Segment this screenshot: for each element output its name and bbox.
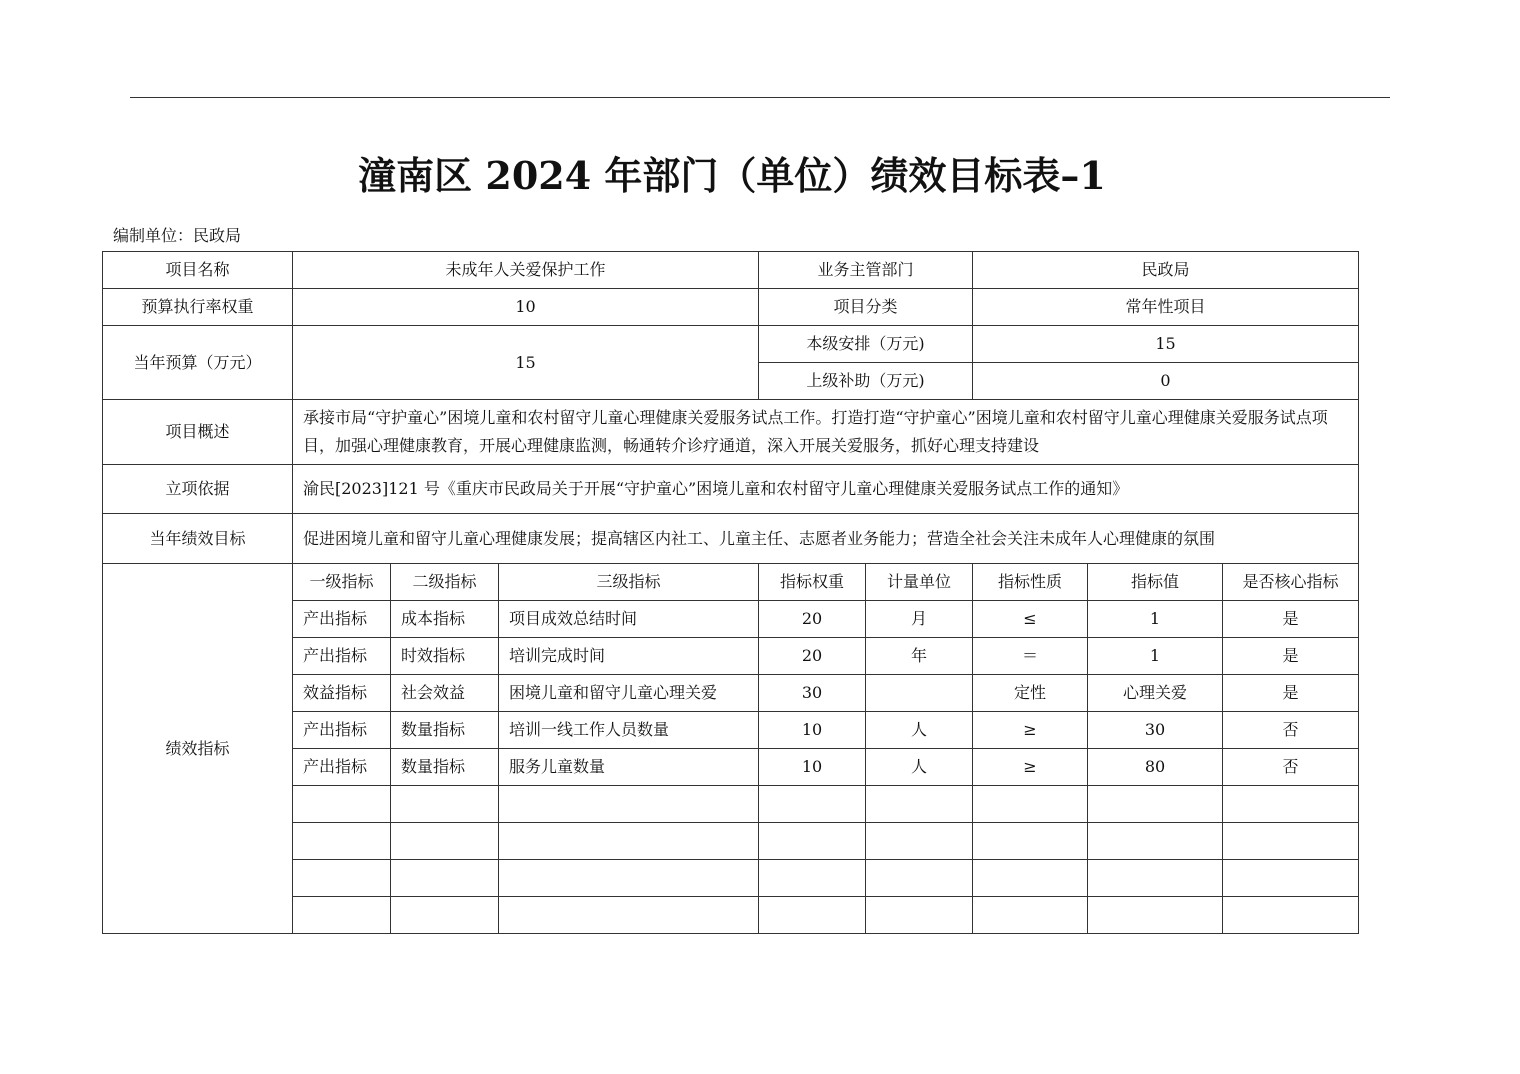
category-value: 常年性项目 — [973, 289, 1359, 326]
indicator-cell-core — [1223, 860, 1359, 897]
indicator-cell-level1: 效益指标 — [293, 675, 391, 712]
indicator-cell-unit — [866, 786, 973, 823]
indicator-cell-nature: ≤ — [973, 601, 1088, 638]
indicator-cell-level1: 产出指标 — [293, 638, 391, 675]
header-unit: 计量单位 — [866, 564, 973, 601]
indicator-cell-value: 1 — [1088, 601, 1223, 638]
indicator-cell-level2: 数量指标 — [391, 749, 499, 786]
indicator-cell-value: 心理关爱 — [1088, 675, 1223, 712]
indicator-cell-nature — [973, 823, 1088, 860]
budget-label: 当年预算（万元） — [103, 326, 293, 400]
indicator-cell-level1 — [293, 823, 391, 860]
indicator-cell-unit: 年 — [866, 638, 973, 675]
indicator-cell-value: 30 — [1088, 712, 1223, 749]
row-weight — [103, 289, 1359, 326]
row-goal — [103, 514, 1359, 564]
indicator-cell-weight: 20 — [759, 601, 866, 638]
indicator-cell-level2: 时效指标 — [391, 638, 499, 675]
indicator-cell-value: 1 — [1088, 638, 1223, 675]
basis-label: 立项依据 — [103, 465, 293, 514]
compiling-unit: 编制单位：民政局 — [113, 226, 242, 245]
local-label: 本级安排（万元) — [759, 326, 973, 363]
indicator-cell-level3 — [499, 860, 759, 897]
indicator-cell-level1: 产出指标 — [293, 712, 391, 749]
page-title: 潼南区 2024 年部门（单位）绩效目标表–1 — [358, 153, 1106, 198]
indicator-header-row — [103, 564, 1359, 601]
indicator-cell-level2: 成本指标 — [391, 601, 499, 638]
header-level2: 二级指标 — [391, 564, 499, 601]
indicator-cell-nature: ≥ — [973, 749, 1088, 786]
indicator-cell-core: 是 — [1223, 675, 1359, 712]
indicator-cell-weight: 20 — [759, 638, 866, 675]
header-level3: 三级指标 — [499, 564, 759, 601]
indicator-cell-weight — [759, 860, 866, 897]
project-name-value: 未成年人关爱保护工作 — [293, 252, 759, 289]
indicator-cell-level1: 产出指标 — [293, 749, 391, 786]
indicator-cell-level3 — [499, 897, 759, 934]
row-project-name — [103, 252, 1359, 289]
indicator-cell-level3 — [499, 823, 759, 860]
indicator-cell-value — [1088, 897, 1223, 934]
upper-value: 0 — [973, 363, 1359, 400]
indicator-cell-core — [1223, 897, 1359, 934]
indicator-cell-unit: 人 — [866, 749, 973, 786]
indicator-cell-level1 — [293, 860, 391, 897]
header-core: 是否核心指标 — [1223, 564, 1359, 601]
indicator-cell-core — [1223, 823, 1359, 860]
indicator-cell-weight: 10 — [759, 749, 866, 786]
indicator-cell-value — [1088, 860, 1223, 897]
indicator-cell-unit — [866, 675, 973, 712]
indicator-cell-level1 — [293, 897, 391, 934]
local-value: 15 — [973, 326, 1359, 363]
basis-text: 渝民[2023]121 号《重庆市民政局关于开展“守护童心”困境儿童和农村留守儿童心理健康关爱服务试点工作的通知》 — [293, 465, 1359, 514]
indicator-cell-level3: 培训一线工作人员数量 — [499, 712, 759, 749]
header-nature: 指标性质 — [973, 564, 1088, 601]
indicator-cell-weight — [759, 823, 866, 860]
indicator-cell-level2 — [391, 823, 499, 860]
dept-value: 民政局 — [973, 252, 1359, 289]
project-name-label: 项目名称 — [103, 252, 293, 289]
indicator-cell-level2 — [391, 860, 499, 897]
indicator-cell-unit — [866, 897, 973, 934]
indicator-cell-nature: ≥ — [973, 712, 1088, 749]
upper-label: 上级补助（万元) — [759, 363, 973, 400]
indicator-cell-weight — [759, 897, 866, 934]
header-level1: 一级指标 — [293, 564, 391, 601]
indicator-cell-level3 — [499, 786, 759, 823]
indicator-cell-core — [1223, 786, 1359, 823]
indicator-cell-level2: 社会效益 — [391, 675, 499, 712]
indicator-cell-level3: 项目成效总结时间 — [499, 601, 759, 638]
category-label: 项目分类 — [759, 289, 973, 326]
row-budget — [103, 326, 1359, 363]
indicator-cell-nature — [973, 897, 1088, 934]
indicator-cell-unit — [866, 860, 973, 897]
indicators-section-label: 绩效指标 — [103, 564, 293, 934]
indicator-cell-core: 否 — [1223, 749, 1359, 786]
indicator-cell-level2 — [391, 786, 499, 823]
indicator-cell-level2: 数量指标 — [391, 712, 499, 749]
header-weight: 指标权重 — [759, 564, 866, 601]
indicator-cell-nature: ＝ — [973, 638, 1088, 675]
indicator-cell-core: 是 — [1223, 601, 1359, 638]
goal-text: 促进困境儿童和留守儿童心理健康发展；提高辖区内社工、儿童主任、志愿者业务能力；营造全社会关注未成年人心理健康的氛围 — [293, 514, 1359, 564]
goal-label: 当年绩效目标 — [103, 514, 293, 564]
indicator-cell-weight — [759, 786, 866, 823]
performance-table — [102, 251, 1359, 934]
indicator-cell-unit: 月 — [866, 601, 973, 638]
budget-value: 15 — [293, 326, 759, 400]
overview-label: 项目概述 — [103, 400, 293, 465]
indicator-cell-core: 否 — [1223, 712, 1359, 749]
dept-label: 业务主管部门 — [759, 252, 973, 289]
indicator-cell-unit — [866, 823, 973, 860]
row-basis — [103, 465, 1359, 514]
indicator-cell-level3: 困境儿童和留守儿童心理关爱 — [499, 675, 759, 712]
indicator-cell-value: 80 — [1088, 749, 1223, 786]
header-value: 指标值 — [1088, 564, 1223, 601]
weight-value: 10 — [293, 289, 759, 326]
indicator-cell-value — [1088, 823, 1223, 860]
indicator-cell-level2 — [391, 897, 499, 934]
indicator-cell-nature — [973, 860, 1088, 897]
indicator-cell-weight: 10 — [759, 712, 866, 749]
indicator-cell-value — [1088, 786, 1223, 823]
indicator-cell-nature: 定性 — [973, 675, 1088, 712]
indicator-cell-level1: 产出指标 — [293, 601, 391, 638]
indicator-cell-level3: 培训完成时间 — [499, 638, 759, 675]
indicator-cell-weight: 30 — [759, 675, 866, 712]
weight-label: 预算执行率权重 — [103, 289, 293, 326]
indicator-cell-nature — [973, 786, 1088, 823]
overview-text: 承接市局“守护童心”困境儿童和农村留守儿童心理健康关爱服务试点工作。打造打造“守护童心”困境儿童和农村留守儿童心理健康关爱服务试点项目，加强心理健康教育，开展心理健康监测，畅通转介诊疗通道，深入开展关爱服务，抓好心理支持建设 — [293, 400, 1359, 465]
indicator-cell-unit: 人 — [866, 712, 973, 749]
indicator-cell-core: 是 — [1223, 638, 1359, 675]
indicator-cell-level1 — [293, 786, 391, 823]
header-rule — [130, 97, 1390, 98]
row-overview — [103, 400, 1359, 465]
indicator-cell-level3: 服务儿童数量 — [499, 749, 759, 786]
